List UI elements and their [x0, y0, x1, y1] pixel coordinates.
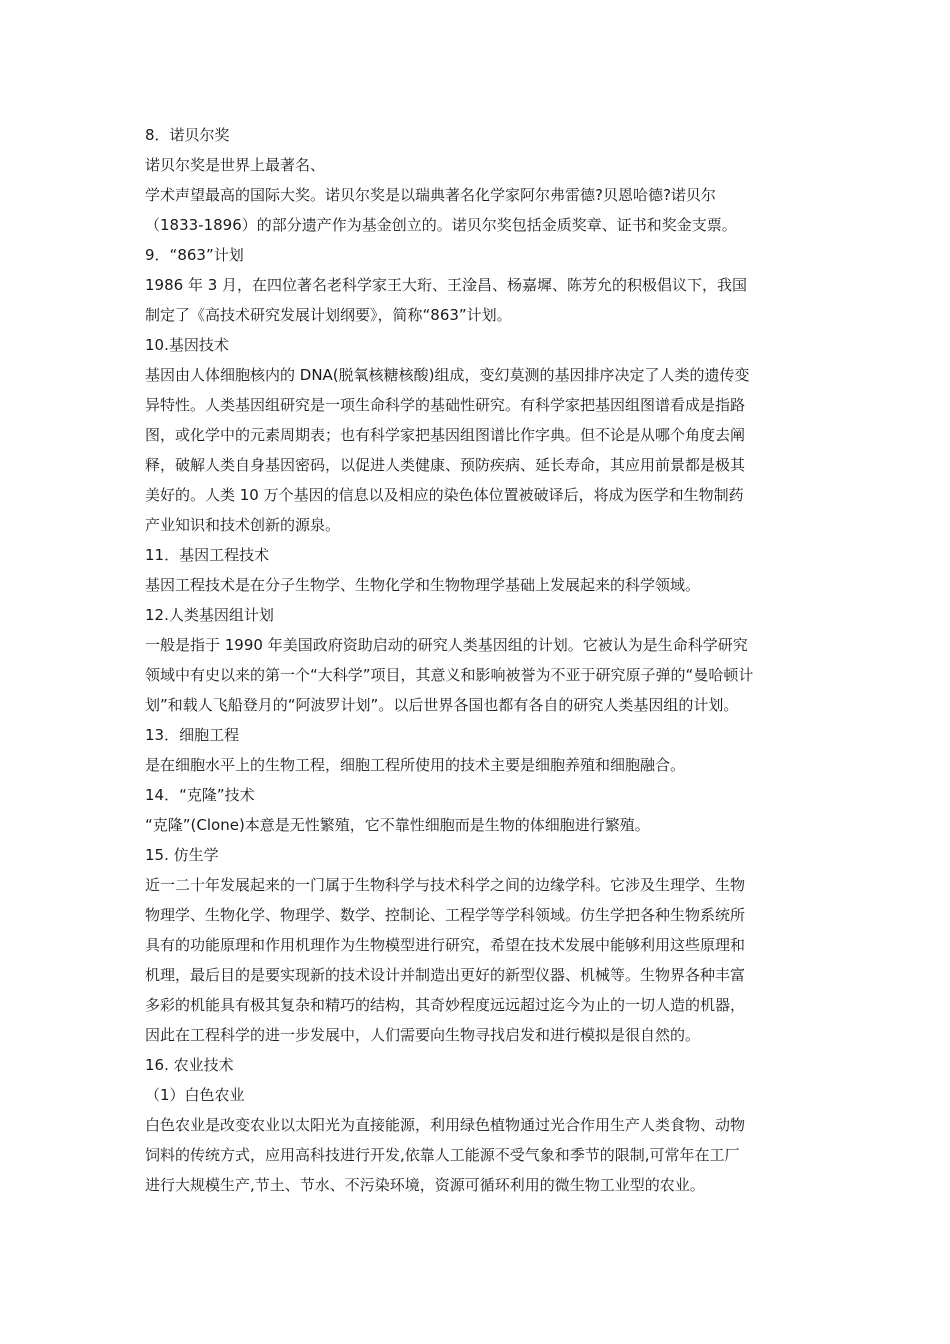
paragraph-line: 一般是指于 1990 年美国政府资助启动的研究人类基因组的计划。它被认为是生命科学研究 — [145, 636, 748, 654]
paragraph-line: 白色农业是改变农业以太阳光为直接能源，利用绿色植物通过光合作用生产人类食物、动物 — [145, 1116, 746, 1134]
section-heading-genetic-engineering: 11．基因工程技术 — [145, 546, 270, 564]
paragraph-line: 机理，最后目的是要实现新的技术设计并制造出更好的新型仪器、机械等。生物界各种丰富 — [145, 966, 746, 984]
paragraph-line: 美好的。人类 10 万个基因的信息以及相应的染色体位置被破译后，将成为医学和生物制药 — [145, 486, 744, 504]
paragraph-line: 多彩的机能具有极其复杂和精巧的结构，其奇妙程度远远超过迄今为止的一切人造的机器， — [145, 996, 746, 1014]
paragraph-line: 是在细胞水平上的生物工程，细胞工程所使用的技术主要是细胞养殖和细胞融合。 — [145, 756, 686, 774]
paragraph-line: 异特性。人类基因组研究是一项生命科学的基础性研究。有科学家把基因组图谱看成是指路 — [145, 396, 746, 414]
paragraph-line: 具有的功能原理和作用机理作为生物模型进行研究，希望在技术发展中能够利用这些原理和 — [145, 936, 746, 954]
paragraph-line: 释，破解人类自身基因密码，以促进人类健康、预防疾病、延长寿命，其应用前景都是极其 — [145, 456, 746, 474]
paragraph-line: 进行大规模生产,节土、节水、不污染环境，资源可循环利用的微生物工业型的农业。 — [145, 1176, 705, 1194]
paragraph-line: 诺贝尔奖是世界上最著名、 — [145, 156, 326, 174]
paragraph-line: 基因由人体细胞核内的 DNA(脱氧核糖核酸)组成，变幻莫测的基因排序决定了人类的遗传变 — [145, 366, 750, 384]
section-heading-cell-engineering: 13．细胞工程 — [145, 726, 240, 744]
section-heading-863: 9．“863”计划 — [145, 246, 244, 264]
paragraph-line: 因此在工程科学的进一步发展中，人们需要向生物寻找启发和进行模拟是很自然的。 — [145, 1026, 701, 1044]
paragraph-line: 饲料的传统方式，应用高科技进行开发,依靠人工能源不受气象和季节的限制,可常年在工厂 — [145, 1146, 740, 1164]
document-page — [145, 120, 810, 1200]
section-heading-gene-tech: 10.基因技术 — [145, 336, 229, 354]
section-heading-bionics: 15. 仿生学 — [145, 846, 219, 864]
paragraph-line: 领域中有史以来的第一个“大科学”项目，其意义和影响被誉为不亚于研究原子弹的“曼哈顿计 — [145, 666, 754, 684]
paragraph-line: 产业知识和技术创新的源泉。 — [145, 516, 341, 534]
paragraph-line: 制定了《高技术研究发展计划纲要》，简称“863”计划。 — [145, 306, 512, 324]
paragraph-line: 图，或化学中的元素周期表；也有科学家把基因组图谱比作字典。但不论是从哪个角度去阐 — [145, 426, 746, 444]
paragraph-line: 学术声望最高的国际大奖。诺贝尔奖是以瑞典著名化学家阿尔弗雷德?贝恩哈德?诺贝尔 — [145, 186, 716, 204]
section-heading-cloning: 14．“克隆”技术 — [145, 786, 255, 804]
paragraph-line: 近一二十年发展起来的一门属于生物科学与技术科学之间的边缘学科。它涉及生理学、生物 — [145, 876, 746, 894]
section-heading-human-genome: 12.人类基因组计划 — [145, 606, 274, 624]
paragraph-line: 基因工程技术是在分子生物学、生物化学和生物物理学基础上发展起来的科学领域。 — [145, 576, 701, 594]
section-heading-nobel: 8．诺贝尔奖 — [145, 126, 230, 144]
paragraph-line: 1986 年 3 月，在四位著名老科学家王大珩、王淦昌、杨嘉墀、陈芳允的积极倡议下，我国 — [145, 276, 748, 294]
paragraph-line: （1833-1896）的部分遗产作为基金创立的。诺贝尔奖包括金质奖章、证书和奖金支票。 — [145, 216, 737, 234]
subsection-heading-white-agriculture: （1）白色农业 — [145, 1086, 245, 1104]
section-heading-agriculture: 16. 农业技术 — [145, 1056, 234, 1074]
paragraph-line: “克隆”(Clone)本意是无性繁殖，它不靠性细胞而是生物的体细胞进行繁殖。 — [145, 816, 650, 834]
paragraph-line: 划”和载人飞船登月的“阿波罗计划”。以后世界各国也都有各自的研究人类基因组的计划。 — [145, 696, 739, 714]
paragraph-line: 物理学、生物化学、物理学、数学、控制论、工程学等学科领域。仿生学把各种生物系统所 — [145, 906, 746, 924]
